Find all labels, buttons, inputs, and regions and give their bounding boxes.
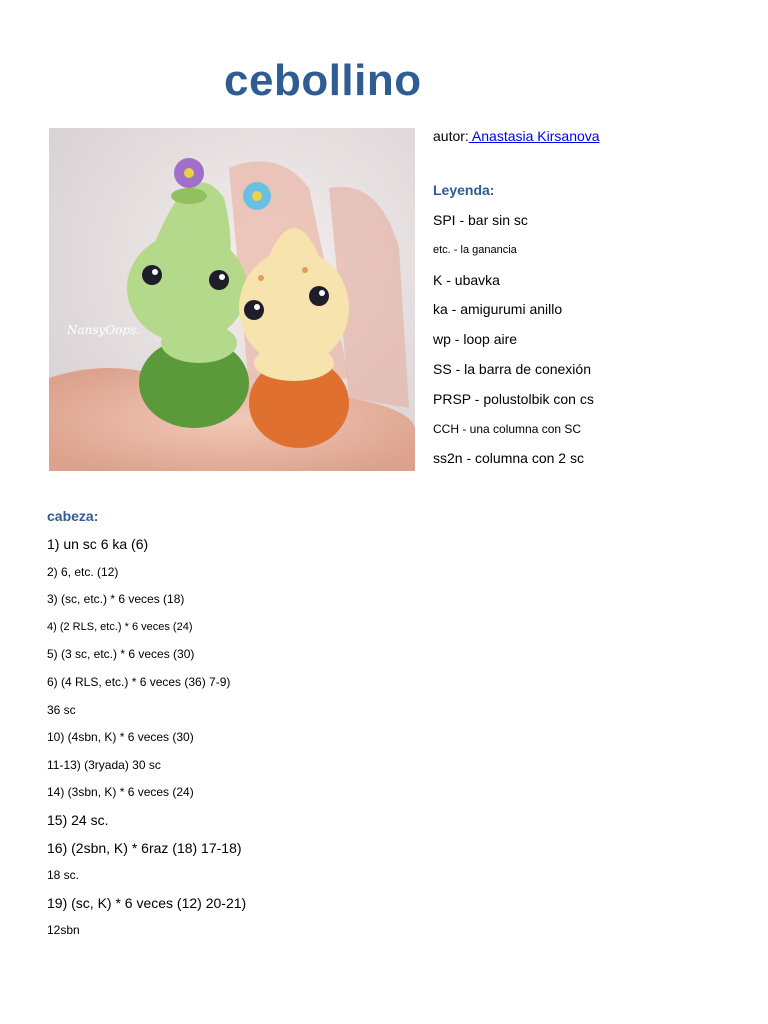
step-item: 4) (2 RLS, etc.) * 6 veces (24)	[47, 620, 193, 633]
legend-item: K - ubavka	[433, 271, 500, 288]
legend-item: SPI - bar sin sc	[433, 212, 528, 228]
step-item: 11-13) (3ryada) 30 sc	[47, 757, 161, 772]
legend-item: ka - amigurumi anillo	[433, 301, 563, 318]
legend-item: PRSP - polustolbik con cs	[433, 390, 594, 407]
step-item: 10) (4sbn, K) * 6 veces (30)	[47, 730, 194, 745]
cabeza-heading: cabeza:	[47, 508, 99, 524]
legend-list	[433, 208, 594, 476]
step-item: 3) (sc, etc.) * 6 veces (18)	[47, 592, 185, 607]
step-item: 5) (3 sc, etc.) * 6 veces (30)	[47, 647, 195, 662]
step-item: 1) un sc 6 ka (6)	[47, 536, 149, 552]
step-item: 15) 24 sc.	[47, 811, 109, 828]
legend-item: CCH - una columna con SC	[433, 421, 582, 436]
author-label: autor:	[433, 128, 469, 144]
author-link[interactable]: Anastasia Kirsanova	[468, 128, 600, 144]
legend-item: ss2n - columna con 2 sc	[433, 450, 584, 467]
step-item: 16) (2sbn, K) * 6raz (18) 17-18)	[47, 839, 242, 856]
author-line	[433, 128, 600, 144]
step-item: 19) (sc, K) * 6 veces (12) 20-21)	[47, 894, 247, 911]
step-item: 36 sc	[47, 702, 76, 717]
legend-heading: Leyenda:	[433, 182, 495, 198]
page-title: cebollino	[224, 56, 422, 105]
step-item: 12sbn	[47, 923, 80, 938]
step-item: 18 sc.	[47, 868, 80, 883]
amigurumi-illustration	[49, 128, 415, 471]
step-item: 2) 6, etc. (12)	[47, 564, 119, 579]
watermark-text: NansyOops.	[67, 323, 141, 337]
legend-item: etc. - la ganancia	[433, 243, 517, 256]
cabeza-steps	[47, 532, 246, 946]
legend-item: wp - loop aire	[433, 331, 518, 348]
amigurumi-photo	[49, 128, 415, 471]
legend-item: SS - la barra de conexión	[433, 360, 591, 377]
step-item: 6) (4 RLS, etc.) * 6 veces (36) 7-9)	[47, 674, 231, 689]
step-item: 14) (3sbn, K) * 6 veces (24)	[47, 785, 194, 800]
